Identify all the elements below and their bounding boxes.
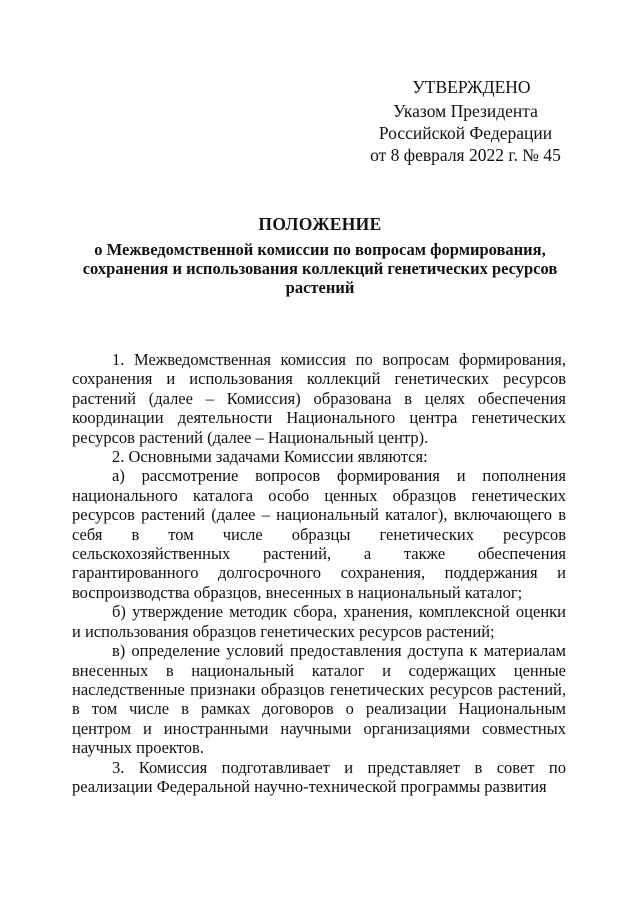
approval-line-3: от 8 февраля 2022 г. № 45 bbox=[370, 145, 561, 165]
paragraph-2b: б) утверждение методик сбора, хранения, комплексной оценки и использования образцов генетических ресурсов растений; bbox=[72, 602, 566, 641]
paragraph-3: 3. Комиссия подготавливает и представляет в совет по реализации Федеральной научно-технической программы развития bbox=[72, 757, 566, 796]
approval-stamp: УТВЕРЖДЕНО bbox=[412, 77, 531, 97]
paragraph-2a: а) рассмотрение вопросов формирования и пополнения национального каталога особо ценных образцов генетических ресурсов растений (далее – национальный каталог), включающего в себя в том числе образцы генетических ресурсов сельскохозяйственных растений, а также обеспечения гарантированного долгосрочного сохранения, поддержания и воспроизводства образцов, внесенных в национальный каталог; bbox=[72, 466, 566, 602]
document-subtitle bbox=[72, 240, 568, 297]
approval-block bbox=[368, 76, 563, 166]
document-body bbox=[72, 350, 566, 796]
paragraph-2: 2. Основными задачами Комиссии являются: bbox=[112, 447, 428, 467]
document-title: ПОЛОЖЕНИЕ bbox=[258, 214, 382, 234]
subtitle-line-2: сохранения и использования коллекций генетических ресурсов bbox=[82, 259, 558, 278]
paragraph-2c: в) определение условий предоставления доступа к материалам внесенных в национальный каталог и содержащих ценные наследственные признаки образцов генетических ресурсов растений, в том числе в рамках договоров о реализации Национальным центром и иностранными научными организациями совместных научных проектов. bbox=[72, 641, 566, 758]
subtitle-line-1: о Межведомственной комиссии по вопросам формирования, bbox=[94, 240, 546, 259]
paragraph-1: 1. Межведомственная комиссия по вопросам формирования, сохранения и использования коллекций генетических ресурсов растений (далее – Комиссия) образована в целях обеспечения координации деятельности Национального центра генетических ресурсов растений (далее – Национальный центр). bbox=[72, 350, 566, 447]
subtitle-line-3: растений bbox=[285, 278, 355, 297]
approval-line-2: Российской Федерации bbox=[378, 123, 553, 143]
approval-line-1: Указом Президента bbox=[393, 101, 538, 121]
